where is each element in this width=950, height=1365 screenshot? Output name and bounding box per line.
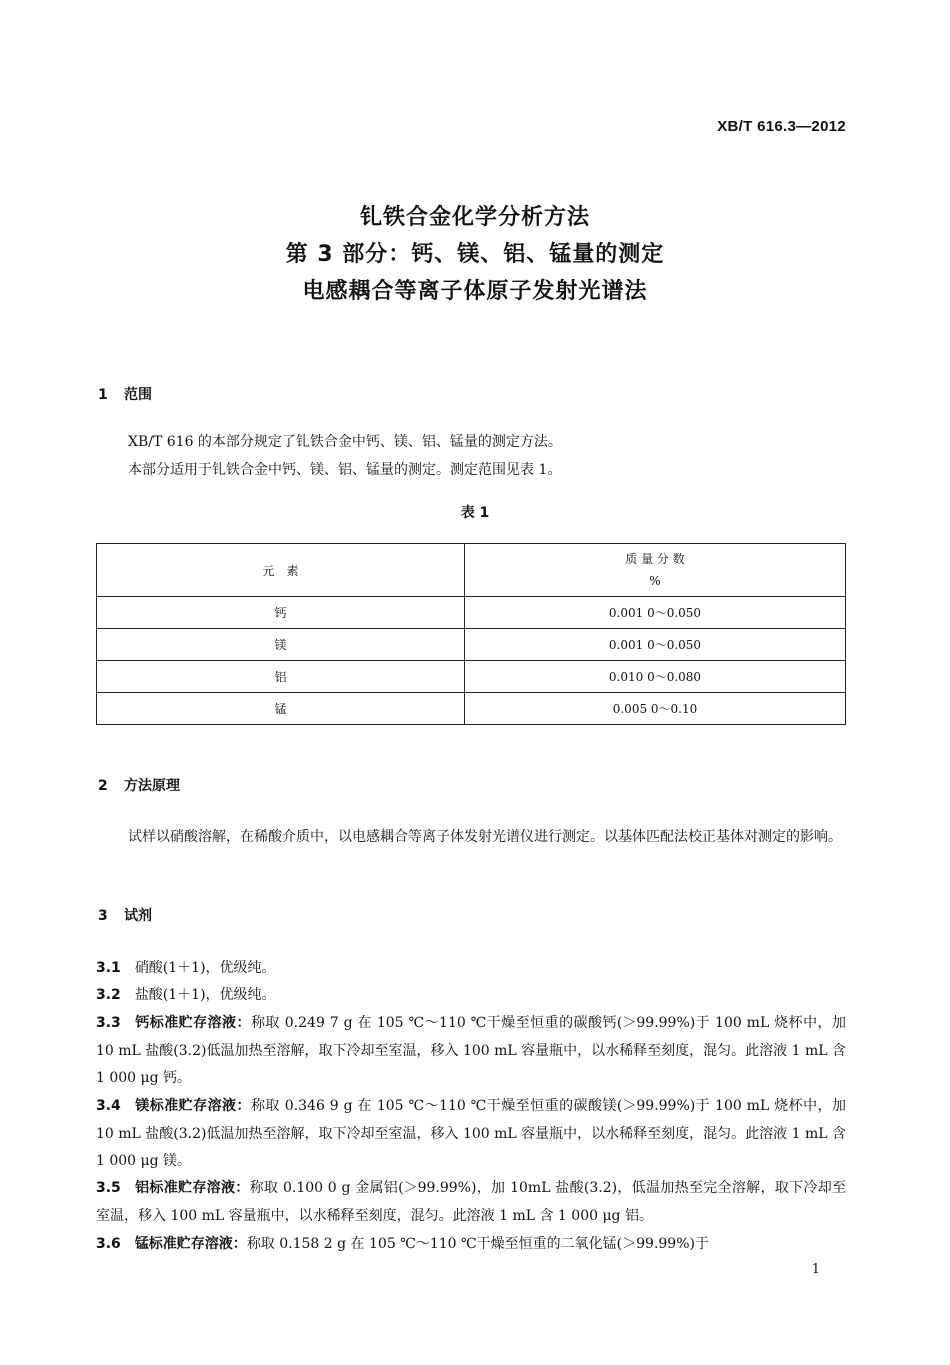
section-2-number: 2 (98, 778, 108, 794)
table-header-element: 元 素 (97, 544, 465, 597)
clause-text: 称取 0.100 0 g 金属铝(＞99.99%)，加 10mL 盐酸(3.2)，低温加热至完全溶解，取下冷却至室温，移入 100 mL 容量瓶中，以水稀释至刻度，混匀。此溶液 1 mL 含 1 000 μg 铝。 (96, 1180, 847, 1224)
section-1-number: 1 (98, 387, 108, 403)
table-cell-element: 铝 (97, 661, 465, 693)
clause-text: 称取 0.249 7 g 在 105 ℃～110 ℃干燥至恒重的碳酸钙(＞99.99%)于 100 mL 烧杯中，加 10 mL 盐酸(3.2)低温加热至溶解，取下冷却至室温，移入 100 mL 容量瓶中，以水稀释至刻度，混匀。此溶液 1 mL 含 1 000 μg 钙。 (96, 1015, 846, 1086)
table-cell-range: 0.010 0～0.080 (465, 661, 846, 693)
clause-term: 锰标准贮存溶液： (134, 1236, 247, 1252)
clause-3-1 (96, 955, 846, 983)
table-cell-range: 0.005 0～0.10 (465, 693, 846, 725)
page-number: 1 (811, 1262, 820, 1277)
clause-text: 称取 0.346 9 g 在 105 ℃～110 ℃干燥至恒重的碳酸镁(＞99.99%)于 100 mL 烧杯中，加 10 mL 盐酸(3.2)低温加热至溶解，取下冷却至室温，移入 100 mL 容量瓶中，以水稀释至刻度，混匀。此溶液 1 mL 含 1 000 μg 镁。 (96, 1098, 846, 1169)
table-row (97, 661, 846, 693)
table-row (97, 629, 846, 661)
clause-3-2 (96, 982, 846, 1010)
section-3-heading (98, 905, 152, 925)
section-3-title: 试剂 (124, 908, 152, 924)
clause-number: 3.5 (96, 1180, 121, 1196)
clause-term: 铝标准贮存溶液： (134, 1180, 250, 1196)
table-cell-element: 锰 (97, 693, 465, 725)
clause-number: 3.4 (96, 1098, 121, 1114)
percent-unit: % (649, 574, 661, 588)
table-row (97, 693, 846, 725)
clause-text: 硝酸(1＋1)，优级纯。 (134, 960, 276, 976)
clause-text: 称取 0.158 2 g 在 105 ℃～110 ℃干燥至恒重的二氧化锰(＞99.99%)于 (246, 1236, 709, 1252)
clause-3-3 (96, 1010, 846, 1093)
clause-number: 3.1 (96, 960, 121, 976)
table-1-caption: 表 1 (460, 505, 490, 521)
title-line-1: 钆铁合金化学分析方法 (359, 205, 590, 230)
standard-code: XB/T 616.3—2012 (717, 118, 846, 135)
table-header-row (97, 544, 846, 597)
title-line-3: 电感耦合等离子体原子发射光谱法 (302, 279, 648, 304)
table-row (97, 597, 846, 629)
clause-term: 钙标准贮存溶液： (134, 1015, 251, 1031)
clause-number: 3.6 (96, 1236, 121, 1252)
title-line-2: 第 3 部分：钙、镁、铝、锰量的测定 (285, 242, 665, 267)
section-2-para: 试样以硝酸溶解，在稀酸介质中，以电感耦合等离子体发射光谱仪进行测定。以基体匹配法校正基体对测定的影响。 (128, 829, 842, 845)
clause-number: 3.3 (96, 1015, 121, 1031)
table-cell-range: 0.001 0～0.050 (465, 597, 846, 629)
table-cell-element: 钙 (97, 597, 465, 629)
clause-number: 3.2 (96, 987, 121, 1003)
section-1-para-1: XB/T 616 的本部分规定了钆铁合金中钙、镁、铝、锰量的测定方法。 (128, 434, 562, 450)
section-1-heading (98, 384, 152, 404)
clause-text: 盐酸(1＋1)，优级纯。 (134, 987, 276, 1003)
clause-3-5 (96, 1175, 846, 1230)
mass-fraction-label: 质 量 分 数 (625, 552, 685, 566)
section-1-para-2: 本部分适用于钆铁合金中钙、镁、铝、锰量的测定。测定范围见表 1。 (128, 462, 562, 478)
section-2-heading (98, 775, 180, 795)
table-1 (96, 543, 846, 725)
section-2-title: 方法原理 (124, 778, 180, 794)
table-cell-range: 0.001 0～0.050 (465, 629, 846, 661)
clause-3-6 (96, 1231, 846, 1259)
clause-term: 镁标准贮存溶液： (134, 1098, 251, 1114)
table-cell-element: 镁 (97, 629, 465, 661)
section-3-number: 3 (98, 908, 108, 924)
clause-3-4 (96, 1093, 846, 1176)
table-header-mass-fraction (465, 544, 846, 597)
section-1-title: 范围 (124, 387, 152, 403)
